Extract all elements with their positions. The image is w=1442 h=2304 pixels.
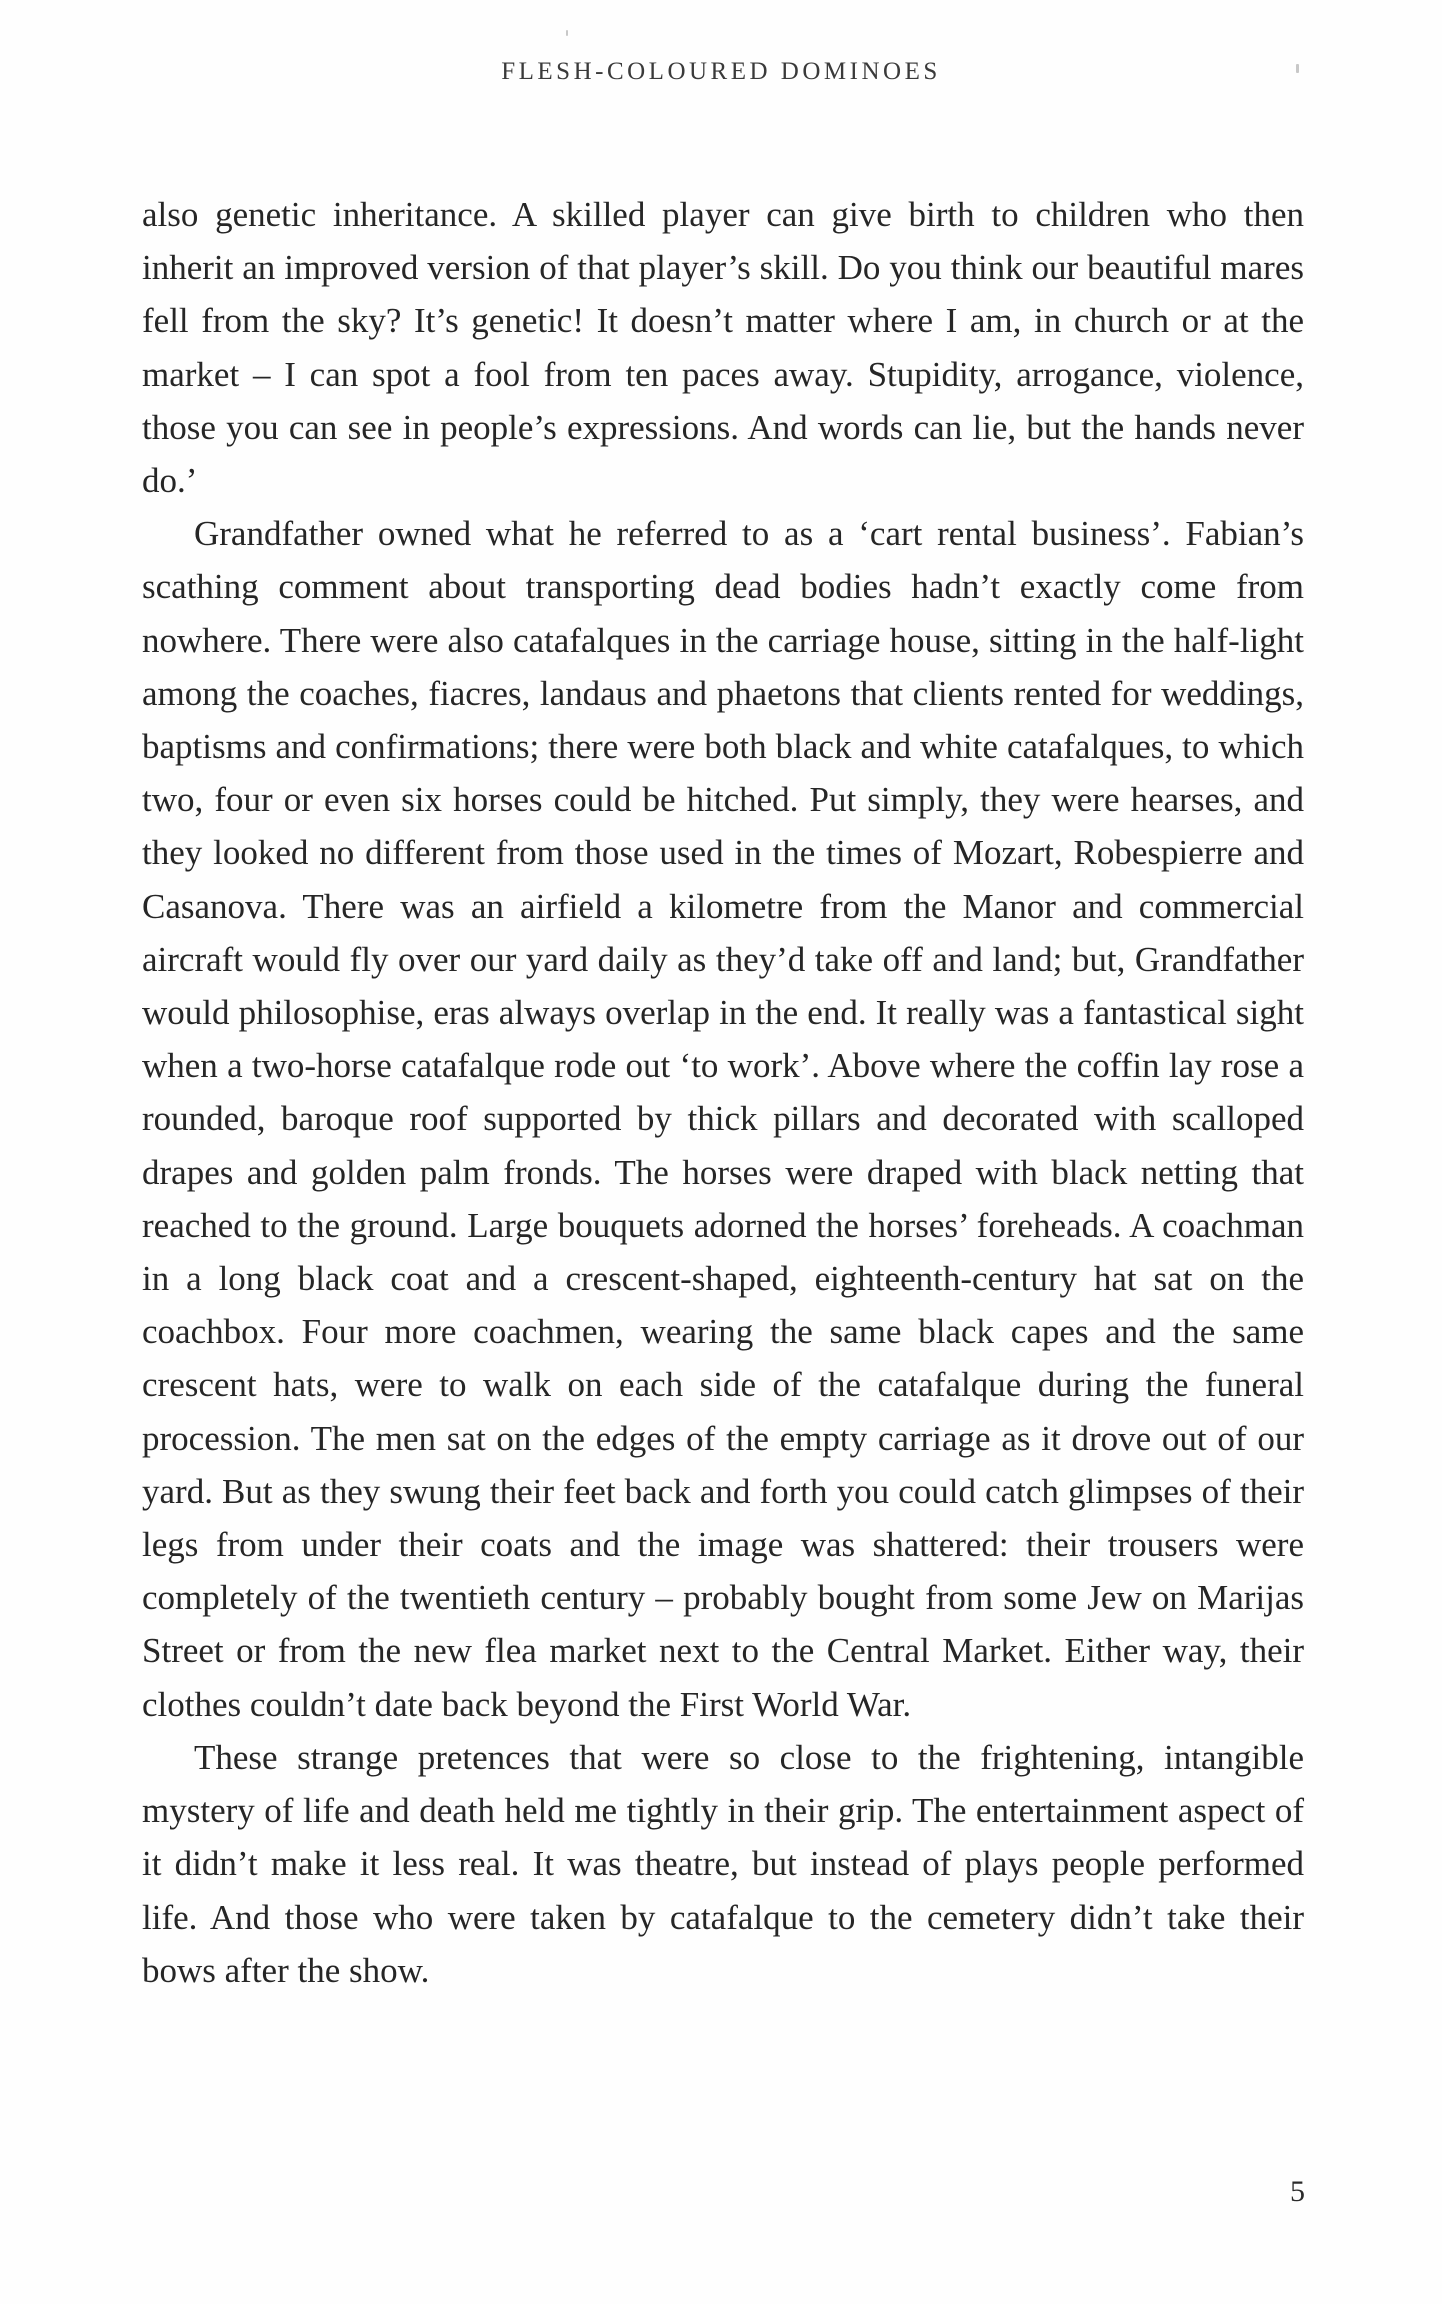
paragraph-continued: also genetic inheritance. A skilled player can give birth to children who then inherit an improved version of that player’s skill. Do you think our beautiful mares fell from the sky? It’s genetic! It doesn’t matter where I am, in church or at the market – I can spot a fool from ten paces away. Stupidity, arrogance, violence, those you can see in people’s expressions. And words can lie, but the hands never do.’ [142,195,1304,501]
page-number: 5 [1290,2175,1305,2208]
body-text [142,188,1304,1997]
paragraph-pretences: These strange pretences that were so close to the frightening, intangible mystery of life and death held me tightly in their grip. The entertainment aspect of it didn’t make it less real. It was theatre, but instead of plays people performed life. And those who were taken by catafalque to the cemetery didn’t take their bows after the show. [142,1737,1304,1990]
running-head: FLESH-COLOURED DOMINOES [501,58,941,85]
scan-speck [566,30,568,36]
paragraph-catafalques: Grandfather owned what he referred to as a ‘cart rental business’. Fabian’s scathing comment about transporting dead bodies hadn’t exactly come from nowhere. There were also catafalques in the carriage house, sitting in the half-light among the coaches, fiacres, landaus and phaetons that clients rented for weddings, baptisms and confirmations; there were both black and white catafalques, to which two, four or even six horses could be hitched. Put simply, they were hearses, and they looked no different from those used in the times of Mozart, Robespierre and Casanova. There was an airfield a kilometre from the Manor and commercial aircraft would fly over our yard daily as they’d take off and land; but, Grandfather would philosophise, eras always overlap in the end. It really was a fantastical sight when a two-horse catafalque rode out ‘to work’. Above where the coffin lay rose a rounded, baroque roof supported by thick pillars and decorated with scalloped drapes and golden palm fronds. The horses were draped with black netting that reached to the ground. Large bouquets adorned the horses’ foreheads. A coachman in a long black coat and a crescent-shaped, eighteenth-century hat sat on the coachbox. Four more coachmen, wearing the same black capes and the same crescent hats, were to walk on each side of the catafalque during the funeral procession. The men sat on the edges of the empty carriage as it drove out of our yard. But as they swung their feet back and forth you could catch glimpses of their legs from under their coats and the image was shattered: their trousers were completely of the twentieth century – probably bought from some Jew on Marijas Street or from the new flea market next to the Central Market. Either way, their clothes couldn’t date back beyond the First World War. [142,514,1304,1724]
scan-speck [1296,64,1299,73]
